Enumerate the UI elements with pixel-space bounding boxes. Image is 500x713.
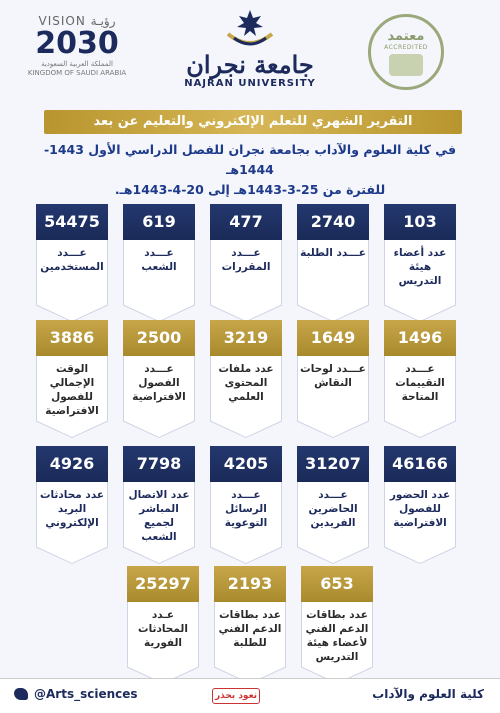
- stat-label: عـــدد الرسائل التوعوية: [224, 489, 268, 529]
- vision-sub-en: KINGDOM OF SAUDI ARABIA: [27, 69, 127, 77]
- stat-value: 3219: [210, 320, 282, 356]
- accredited-en: ACCREDITED: [384, 43, 428, 51]
- stat-label: عدد محادثات البريد الإلكتروني: [39, 489, 105, 529]
- stat-card: [210, 204, 282, 322]
- stat-label: عـــدد الشعب: [141, 247, 177, 273]
- university-name-en: NAJRAN UNIVERSITY: [184, 78, 316, 89]
- star-emblem-icon: [220, 8, 280, 52]
- stat-label: عـــدد المستخدمين: [40, 247, 104, 273]
- intro-line-2: للفترة من 25-3-1443هـ إلى 20-4-1443هـ.: [114, 182, 386, 197]
- accredited-ar: معتمد: [387, 28, 425, 44]
- college-name: كلية العلوم والآداب: [372, 687, 484, 701]
- intro-line-1: في كلية العلوم والآداب بجامعة نجران للفصل الدراسي الأول 1443-1444هـ: [43, 142, 457, 177]
- stat-value: 2740: [297, 204, 369, 240]
- stat-value: 25297: [127, 566, 199, 602]
- stat-label: الوقت الإجمالي للفصول الافتراضية: [45, 363, 99, 417]
- stat-card: [123, 204, 195, 322]
- stat-value: 4926: [36, 446, 108, 482]
- stat-card: [384, 204, 456, 322]
- stat-value: 2500: [123, 320, 195, 356]
- stat-label: عـدد المحادثات الفورية: [138, 609, 188, 649]
- seal-emblem-icon: [389, 54, 423, 76]
- stat-label: عدد بطاقات الدعم الفني لأعضاء هيئة التدريس: [305, 609, 369, 663]
- footer: [0, 678, 500, 713]
- stat-card: [301, 566, 373, 684]
- stat-label: عـــدد الحاضرين الفريدين: [308, 489, 358, 529]
- stat-value: 619: [123, 204, 195, 240]
- stat-card: [127, 566, 199, 684]
- twitter-icon: [14, 688, 28, 700]
- stat-card: [36, 320, 108, 438]
- stat-card: [384, 320, 456, 438]
- twitter-text: @Arts_sciences: [34, 687, 138, 701]
- university-name-ar: جامعة نجران: [186, 50, 314, 79]
- stat-label: عـــدد لوحات النقاش: [300, 363, 366, 389]
- stat-card: [36, 446, 108, 564]
- stat-card: [297, 320, 369, 438]
- stat-label: عدد الحضور للفصول الافتراضية: [389, 489, 451, 529]
- report-intro: [30, 140, 470, 200]
- stat-value: 2193: [214, 566, 286, 602]
- stat-card: [214, 566, 286, 684]
- university-logo: [170, 8, 330, 89]
- stat-label: عـــدد المقررات: [221, 247, 271, 273]
- campaign-badge: نعود بحذر: [212, 688, 260, 704]
- stat-value: 477: [210, 204, 282, 240]
- stat-card: [210, 320, 282, 438]
- stat-value: 31207: [297, 446, 369, 482]
- stat-label: عـــدد الفصول الافتراضية: [132, 363, 186, 403]
- stat-card: [297, 446, 369, 564]
- stat-value: 54475: [36, 204, 108, 240]
- stat-value: 1496: [384, 320, 456, 356]
- stat-value: 3886: [36, 320, 108, 356]
- stat-card: [210, 446, 282, 564]
- stat-value: 103: [384, 204, 456, 240]
- stat-label: عدد الاتصال المباشر لجميع الشعب: [128, 489, 190, 543]
- stat-label: عـــدد الطلبة: [300, 247, 366, 259]
- stat-card: [123, 446, 195, 564]
- vision-2030-logo: [22, 14, 132, 78]
- stat-label: عدد ملفات المحتوى العلمي: [218, 363, 274, 403]
- vision-top-text: VISION رؤيـة: [38, 14, 116, 28]
- stat-label: عدد بطاقات الدعم الفني للطلبة: [218, 609, 282, 649]
- stat-card: [36, 204, 108, 322]
- vision-sub-ar: المملكة العربية السعودية: [41, 60, 113, 68]
- stat-card: [123, 320, 195, 438]
- accredited-seal: [368, 14, 444, 90]
- report-title: التقرير الشهري للتعلم الإلكتروني والتعليم عن بعد: [44, 110, 462, 134]
- stat-card: [384, 446, 456, 564]
- stat-card: [297, 204, 369, 322]
- stat-value: 46166: [384, 446, 456, 482]
- stat-label: عـــدد التقييمات المتاحة: [395, 363, 445, 403]
- stat-value: 7798: [123, 446, 195, 482]
- stat-value: 653: [301, 566, 373, 602]
- header: [0, 0, 500, 110]
- stat-value: 4205: [210, 446, 282, 482]
- vision-year: 2030: [35, 26, 119, 61]
- stat-label: عدد أعضاء هيئة التدريس: [393, 247, 447, 287]
- twitter-handle[interactable]: [14, 687, 138, 701]
- stat-value: 1649: [297, 320, 369, 356]
